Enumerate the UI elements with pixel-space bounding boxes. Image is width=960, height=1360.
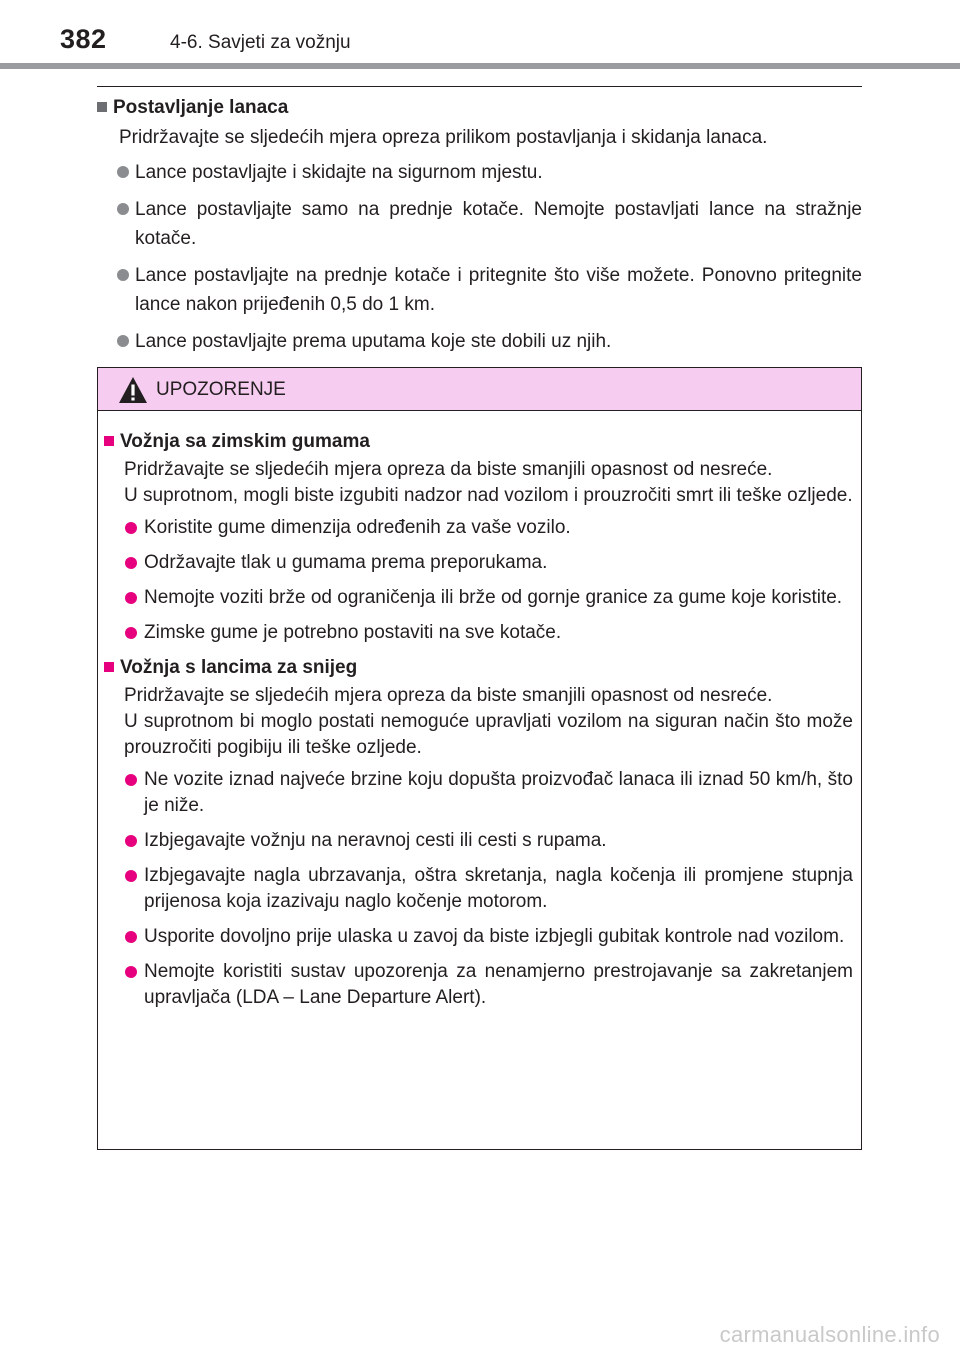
warning-header — [98, 368, 861, 411]
section-bullet-list — [97, 158, 862, 356]
bullet-dot-icon — [117, 166, 129, 178]
warning-subheading-text: Vožnja s lancima za snijeg — [120, 657, 358, 678]
warning-subheading-winter-tires — [104, 429, 853, 455]
warning-body — [98, 411, 861, 1011]
list-item-text: Izbjegavajte nagla ubrzavanja, oštra skretanja, nagla kočenja ili promjene stupnja prijenosa koja izazivaju naglo kočenje motorom. — [144, 865, 853, 912]
warning-bullet-list — [104, 515, 853, 646]
list-item-text: Usporite dovoljno prije ulaska u zavoj da biste izbjegli gubitak kontrole nad vozilom. — [144, 926, 845, 947]
section-heading — [97, 96, 862, 120]
list-item — [104, 924, 853, 950]
warning-paragraph: U suprotnom, mogli biste izgubiti nadzor nad vozilom i prouzročiti smrt ili teške ozljede. — [124, 485, 853, 506]
header-bar — [0, 63, 960, 69]
list-item-text: Lance postavljajte samo na prednje kotače. Nemojte postavljati lance na stražnje kotače. — [135, 199, 862, 249]
bullet-dot-icon — [125, 774, 137, 786]
bullet-dot-icon — [117, 335, 129, 347]
list-item — [104, 550, 853, 576]
bullet-dot-icon — [125, 835, 137, 847]
list-item — [104, 828, 853, 854]
list-item — [104, 959, 853, 1011]
bullet-dot-icon — [125, 557, 137, 569]
section-heading-text: Postavljanje lanaca — [113, 97, 289, 118]
list-item — [104, 620, 853, 646]
warning-paragraph: U suprotnom bi moglo postati nemoguće upravljati vozilom na siguran način što može prouzročiti pogibiju ili teške ozljede. — [124, 711, 853, 758]
square-bullet-icon — [104, 436, 114, 446]
warning-paragraph: Pridržavajte se sljedećih mjera opreza da biste smanjili opasnost od nesreće. — [124, 685, 773, 706]
bullet-dot-icon — [125, 966, 137, 978]
chapter-title: 4-6. Savjeti za vožnju — [170, 32, 351, 53]
list-item — [97, 327, 862, 356]
page-header — [0, 0, 960, 72]
list-item-text: Lance postavljajte na prednje kotače i pritegnite što više možete. Ponovno pritegnite lance nakon prijeđenih 0,5 do 1 km. — [135, 265, 862, 315]
list-item-text: Održavajte tlak u gumama prema preporukama. — [144, 552, 548, 573]
section-intro: Pridržavajte se sljedećih mjera opreza prilikom postavljanja i skidanja lanaca. — [119, 127, 768, 148]
list-item-text: Izbjegavajte vožnju na neravnoj cesti ili cesti s rupama. — [144, 830, 607, 851]
bullet-dot-icon — [125, 522, 137, 534]
square-bullet-icon — [97, 102, 107, 112]
warning-subheading-text: Vožnja sa zimskim gumama — [120, 431, 370, 452]
warning-bullet-list — [104, 767, 853, 1011]
page-number: 382 — [60, 24, 107, 54]
watermark-link[interactable]: carmanualsonline.info — [719, 1322, 940, 1347]
bullet-dot-icon — [125, 627, 137, 639]
section-chains-installation — [97, 96, 862, 364]
square-bullet-icon — [104, 662, 114, 672]
list-item — [104, 767, 853, 819]
list-item — [104, 585, 853, 611]
warning-title: UPOZORENJE — [156, 379, 286, 400]
warning-subheading-snow-chains — [104, 655, 853, 681]
list-item-text: Nemojte voziti brže od ograničenja ili brže od gornje granice za gume koje koristite. — [144, 587, 843, 608]
warning-paragraph: Pridržavajte se sljedećih mjera opreza da biste smanjili opasnost od nesreće. — [124, 459, 773, 480]
bullet-dot-icon — [117, 269, 129, 281]
warning-triangle-icon — [118, 376, 148, 404]
bullet-dot-icon — [125, 931, 137, 943]
list-item-text: Lance postavljajte i skidajte na sigurnom mjestu. — [135, 162, 543, 183]
warning-box — [97, 367, 862, 1150]
list-item — [104, 863, 853, 915]
list-item-text: Zimske gume je potrebno postaviti na sve kotače. — [144, 622, 562, 643]
bullet-dot-icon — [125, 592, 137, 604]
divider-rule — [97, 86, 862, 87]
list-item — [97, 195, 862, 253]
list-item-text: Nemojte koristiti sustav upozorenja za nenamjerno prestrojavanje sa zakretanjem upravljača (LDA – Lane Departure Alert). — [144, 961, 853, 1008]
bullet-dot-icon — [125, 870, 137, 882]
list-item — [104, 515, 853, 541]
list-item-text: Ne vozite iznad najveće brzine koju dopušta proizvođač lanaca ili iznad 50 km/h, što je niže. — [144, 769, 853, 816]
list-item — [97, 158, 862, 187]
list-item — [97, 261, 862, 319]
list-item-text: Lance postavljajte prema uputama koje ste dobili uz njih. — [135, 331, 612, 352]
bullet-dot-icon — [117, 203, 129, 215]
list-item-text: Koristite gume dimenzija određenih za vaše vozilo. — [144, 517, 571, 538]
